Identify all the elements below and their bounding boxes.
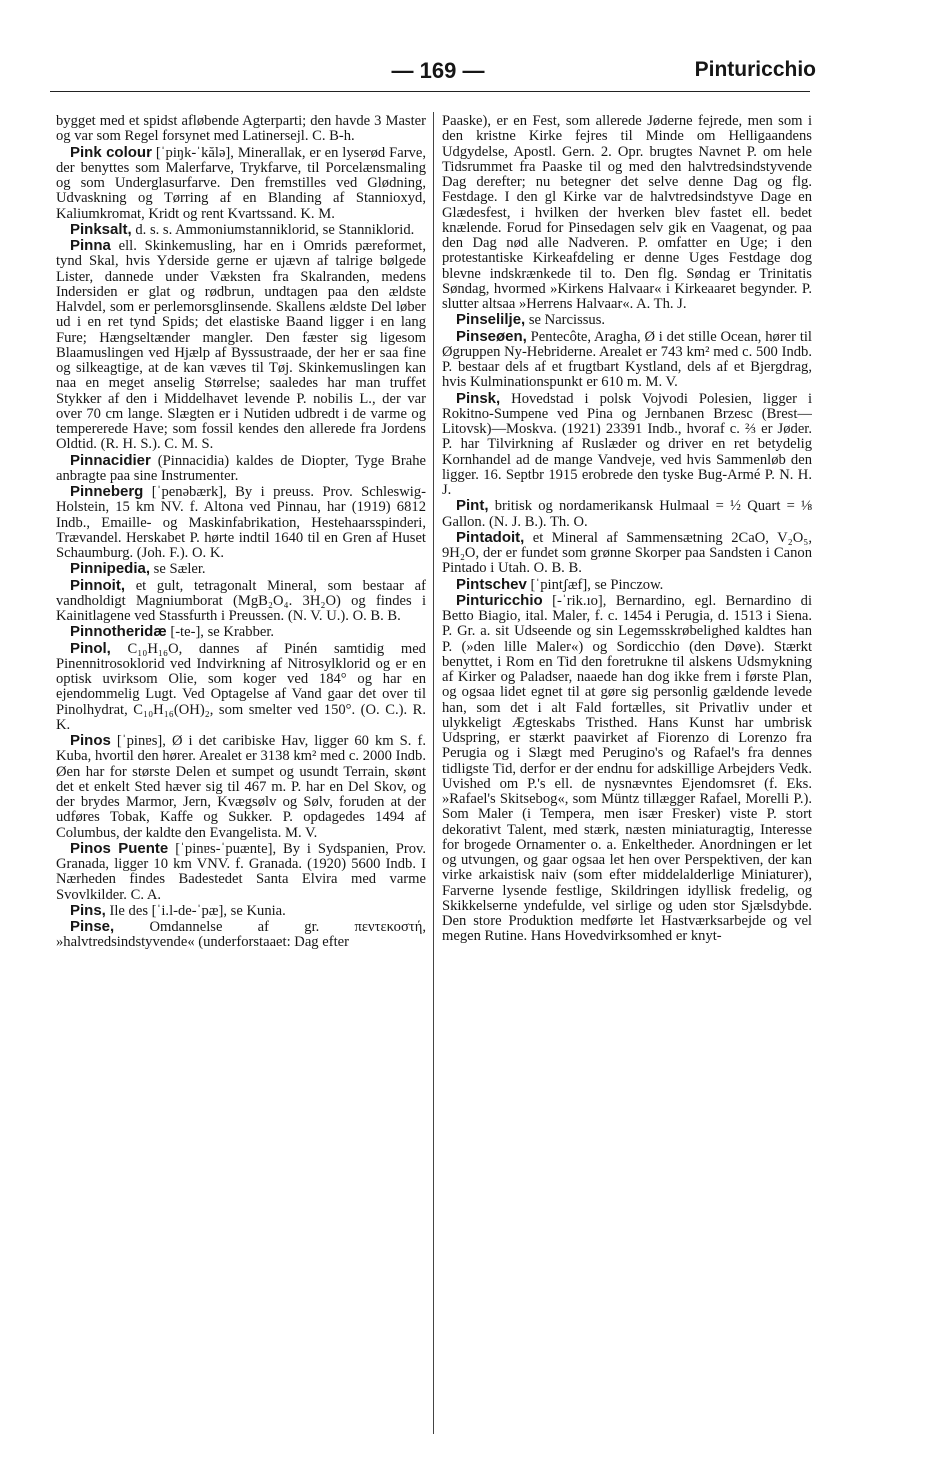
dictionary-entry: [56, 903, 426, 919]
entry-text: Hovedstad i polsk Vojvodi Polesien, ligger i Rokitno-Sumpene ved Pina og Jernbanen Brzesc (Brest—Litovsk)—Moskva. (1921) 23391 Indb., hvoraf c. ⅔ er Jøder. P. har Tilvirkning af Ruslæder og driver en ret betydelig Kornhandel ad de mange Vandveje, ved hvis Sammenløb den ligger. 16. Septbr 1915 erobrede den tyske Bug-Armé P. N. H. J.: [442, 390, 812, 498]
entry-headword: Pinnoit,: [70, 576, 125, 594]
entry-headword: Pins,: [70, 901, 106, 919]
entry-text: ell. Skinkemusling, har en i Omrids pæreformet, tynd Skal, hvis Yderside gerne er ujævn af talrige bølgede Lister, dannede under Væksten fra Skalranden, medens Indersiden er glat og rødbrun, undtagen paa den ældste Halvdel, som er perlemorsglinsende. Skallens ældste Del løber ud i en ret tynd Spids; det elastiske Baand ligger i en lang Fure; Hængseltænder mangler. Den fæster sig ligesom Blaamuslingen ved Hjælp af Byssustraade, der her er saa fine og silkeagtige, at de kan væves til Tøj. Skinkemuslingen kan naa en meget anselig Størrelse; saaledes har man truffet Stykker af den i Middelhavet levende P. nobilis L., der var over 70 cm lange. Slægten er i Nutiden udbredt i de varme og tempererede Have; som fossil kendes den allerede fra Jordens Oldtid. (R. H. S.). C. M. S.: [56, 238, 426, 453]
dictionary-entry: [56, 733, 426, 841]
dictionary-entry: [56, 222, 426, 238]
header-rule: [50, 91, 810, 92]
entry-headword: Pinneberg: [70, 483, 144, 500]
entry-text: [ˈpiŋk-ˈkălə], Minerallak, er en lyserød Farve, der benyttes som Malerfarve, Trykfarve, til Porcelænsmaling og som Underglasurfarve. Den fremstilles ved Glødning, Udvaskning og Tørring af en Blanding af Stannioxyd, Kaliumkromat, Kridt og rent Kvartssand. K. M.: [56, 144, 426, 222]
entry-text: et gult, tetragonalt Mineral, som bestaar af vandholdigt Magniumborat (MgB₂O₄. 3H₂O) og findes i Kainitlagene ved Stassfurth i Preussen. (N. V. U.). O. B. B.: [56, 577, 426, 624]
dictionary-entry: [56, 624, 426, 640]
entry-headword: Pinos: [70, 732, 111, 749]
dictionary-entry: [56, 841, 426, 903]
entry-text: [ˈpenəbærk], By i preuss. Prov. Schleswig-Holstein, 15 km NV. f. Altona ved Pinnau, har (1919) 6812 Indb., Emaille- og Maskinfabrikation, Hestehaarsspinderi, Trævandel. Herskabet P. hørte indtil 1640 til en Gren af Huset Schaumburg. (Joh. F.). O. K.: [56, 484, 426, 561]
entry-text: Ile des [ˈi.l-de-ˈpæ], se Kunia.: [109, 902, 286, 919]
dictionary-entry: [56, 484, 426, 561]
entry-text: [-te-], se Krabber.: [170, 624, 275, 641]
dictionary-entry: [56, 578, 426, 625]
entry-text: C₁₀H₁₆O, dannes af Pinén samtidig med Pinennitrosoklorid ved Indvirkning af Nitrosylklorid og er en optisk uvirksom Olie, som koger ved 184° og har en ejendommelig Lugt. Ved Optagelse af Vand gaar det over til Pinolhydrat, C₁₀H₁₆(OH)₂, som smelter ved 150°. (O. C.). R. K.: [56, 640, 426, 733]
entry-headword: Pink colour: [70, 143, 152, 161]
dictionary-entry: [56, 561, 426, 577]
entry-headword: Pintschev: [456, 575, 527, 593]
entry-headword: Pinos Puente: [70, 839, 169, 857]
dictionary-entry: [442, 329, 812, 391]
running-head: Pinturicchio: [694, 58, 816, 81]
entry-text: se Sæler.: [153, 561, 206, 578]
entry-headword: Pinol,: [70, 639, 111, 657]
right-column: [442, 114, 812, 1439]
entry-headword: Pinse,: [70, 918, 115, 935]
entry-text: (Pinnacidia) kaldes de Diopter, Tyge Brahe anbragte paa sine Instrumenter.: [56, 452, 426, 484]
dictionary-entry: [442, 530, 812, 577]
entry-headword: Pinturicchio: [456, 591, 543, 609]
entry-text: [ˈpinɐs], Ø i det caribiske Hav, ligger 60 km S. f. Kuba, hvortil den hører. Arealet er 3138 km² med c. 2000 Indb. Øen har for største Delen et sumpet og usundt Terrain, skønt det et enkelt Sted hæver sig til 467 m. P. har en Del Skov, og der brydes Marmor, Jern, Kvægsølv og Sølv, foruden at der udføres Tobak, Kaffe og Sukker. P. opdagedes 1494 af Columbus, der kaldte den Evangelista. M. V.: [56, 733, 426, 841]
entry-text: Pentecôte, Aragha, Ø i det stille Ocean, hører til Øgruppen Ny-Hebriderne. Arealet er 743 km² med c. 500 Indb. P. bestaar dels af et frugtbart Kystland, dels af et Bjergdrag, hvis Kulminationspunkt er 610 m. M. V.: [442, 328, 812, 391]
entry-text: [-ˈrik.ıo], Bernardino, egl. Bernardino di Betto Biagio, ital. Maler, f. c. 1454 i Perugia, d. 1513 i Siena. P. Gr. a. sit Udseende og sin Legemsskrøbelighed kaldtes han P. (»den lille Maler«) og Sordicchio (den Døve). Stærkt benyttet, i Rom en Tid den foretrukne til alskens Udsmykning af Kirker og Paladser, naaede han dog ikke frem i første Plan, og ogsaa lidet egnet til at gøre sig personlig gældende levede han, som det i alt Fald fortælles, sit Privatliv under et ulykkeligt Ægteskabs Tristhed. Hans Kunst har umbrisk Udspring, er stærkt paavirket af Fiorenzo di Lorenzo fra Perugia og i Slægt med Perugino's og Rafael's fra dennes tidligste Tid, derfor er der endnu for adskillige Arbejders Vedk. Uvished om P.'s ell. de nysnævntes Ejendomsret (f. Eks. »Rafael's Skitsebog«, som Müntz tillægger Rafael, Morelli P.). Som Maler (i Tempera, men især Fresker) viste P. stort dekorativt Talent, med stærk, næsten miniaturagtig, Interesse for brogede Ornamenter o. a. Enkeltheder. Anordningen er let og utvungen, og gaar ogsaa let hen over Perspektiven, der kan virke arkaistisk naiv (som efter middelalderlige Miniaturer), Farverne lysende festlige, Skildringen idyllisk fredelig, og Skikkelserne yndefulde, vel sirlige og uden stor Sjælsdybde. Den store Produktion medførte let Hastværksarbejde og vel megen Rutine. Hans Hovedvirksomhed er knyt-: [442, 592, 812, 945]
entry-text: Paaske), er en Fest, som allerede Jøderne fejrede, men som i den kristne Kirke fejres til Minde om Helligaandens Udgydelse, Apostl. Gern. 2. Opr. brugtes Navnet P. om hele Tidsrummet fra Paaske til og med den halvtredsindstyvende Dag derefter; nu betegner det selve denne Dag og flg. Festdage. I den gl Kirke var de halvtredsindstyve Dage en Glædesfest, i hvilken der hverken blev fastet ell. bedet knælende. Forud for Pinsedagen selv gik en Vaagenat, og paa den Dag nød alle Nadveren. P. omfatter en Uge; i den protestantiske Kirkeafdeling er denne Uges Festdage dog blevne indskrænkede til to. Den flg. Søndag er Trinitatis Søndag, hvormed »Kirkens Halvaar« i Kirkeaaret begynder. P. slutter altsaa »Herrens Halvaar«. A. Th. J.: [442, 114, 812, 312]
page-number: — 169 —: [391, 58, 485, 83]
dictionary-entry: [56, 919, 426, 951]
dictionary-entry: [442, 577, 812, 593]
entry-headword: Pinselilje,: [456, 311, 526, 329]
entry-text: Omdannelse af gr. πεντεκοστή, »halvtredsindstyvende« (underforstaaet: Dag efter: [56, 919, 426, 951]
dictionary-entry: [442, 593, 812, 945]
entry-headword: Pinsk,: [456, 389, 501, 407]
entry-text: britisk og nordamerikansk Hulmaal = ½ Quart = ⅛ Gallon. (N. J. B.). Th. O.: [442, 498, 812, 530]
entry-headword: Pintadoit,: [456, 528, 525, 546]
page-header: [0, 0, 928, 100]
entry-headword: Pinnacidier: [70, 451, 151, 469]
dictionary-entry: [56, 641, 426, 734]
entry-text: et Mineral af Sammensætning 2CaO, V₂O₅, 9H₂O, der er fundet som grønne Skorper paa Sandsten i Canon Pintado i Utah. O. B. B.: [442, 529, 812, 577]
entry-text: bygget med et spidst afløbende Agterparti; den havde 3 Master og var som Regel forsynet med Latinersejl. C. B-h.: [56, 114, 426, 145]
dictionary-entry: [442, 391, 812, 499]
dictionary-entry: [442, 312, 812, 328]
dictionary-entry: [442, 114, 812, 312]
dictionary-entry: [56, 453, 426, 485]
entry-text: se Narcissus.: [528, 312, 606, 329]
dictionary-entry: [442, 498, 812, 530]
dictionary-entry: [56, 114, 426, 145]
column-divider: [433, 112, 434, 1434]
entry-text: [ˈpintʃæf], se Pinczow.: [530, 576, 664, 593]
entry-text: [ˈpinɐs-ˈpuænte], By i Sydspanien, Prov. Granada, ligger 10 km VNV. f. Granada. (1920) 5600 Indb. I Nærheden findes Badestedet Santa Elvira med varme Svovlkilder. C. A.: [56, 840, 426, 903]
dictionary-entry: [56, 238, 426, 453]
entry-headword: Pinnotheridæ: [70, 623, 167, 641]
entry-headword: Pint,: [456, 497, 489, 515]
left-column: [56, 114, 426, 1439]
entry-headword: Pinna: [70, 237, 111, 254]
dictionary-entry: [56, 145, 426, 222]
entry-headword: Pinnipedia,: [70, 560, 151, 578]
entry-headword: Pinseøen,: [456, 327, 527, 345]
entry-headword: Pinksalt,: [70, 220, 132, 238]
entry-text: d. s. s. Ammoniumstanniklorid, se Stanniklorid.: [135, 221, 415, 238]
